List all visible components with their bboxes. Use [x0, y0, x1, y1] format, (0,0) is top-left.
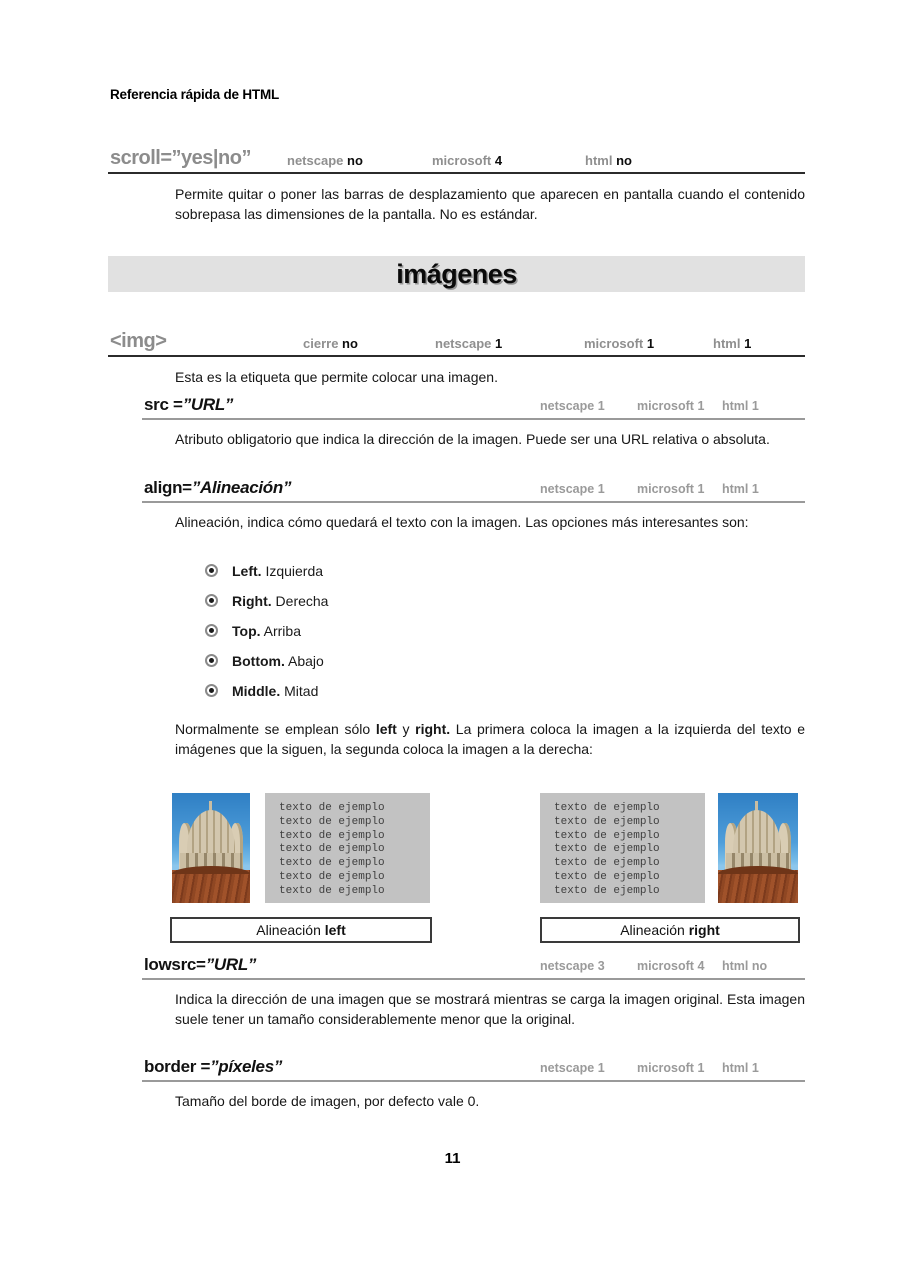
sample-text-line: texto de ejemplo	[554, 857, 660, 870]
caption-text: Alineación	[256, 922, 325, 938]
support-label: netscape	[435, 336, 492, 351]
caption-align-left	[170, 917, 432, 943]
scroll-support-html	[585, 153, 632, 168]
support-label: microsoft	[637, 1061, 694, 1075]
sample-text-line: texto de ejemplo	[279, 870, 385, 883]
scroll-support-netscape	[287, 153, 363, 168]
support-label: html	[722, 1061, 749, 1075]
src-support-microsoft	[637, 399, 704, 413]
list-item-text	[232, 593, 328, 609]
radio-bullet-icon	[205, 624, 218, 637]
note-bold-right: right.	[415, 721, 451, 737]
img-support-cierre	[303, 336, 358, 351]
section-banner	[108, 256, 805, 292]
tiled-roof	[718, 870, 798, 903]
option-desc: Mitad	[284, 683, 319, 699]
list-item-text	[232, 563, 323, 579]
option-term: Top.	[232, 623, 261, 639]
sample-text-line: texto de ejemplo	[554, 870, 660, 883]
support-value: 1	[597, 399, 605, 413]
support-value: 3	[597, 959, 605, 973]
support-value: no	[342, 336, 358, 351]
example-right-image	[718, 793, 798, 903]
caption-bold: left	[324, 922, 346, 938]
lowsrc-attr-title	[144, 955, 256, 975]
list-item-text	[232, 623, 301, 639]
support-label: microsoft	[584, 336, 644, 351]
align-note	[175, 720, 805, 759]
support-label: microsoft	[637, 482, 694, 496]
support-value: 1	[751, 482, 759, 496]
support-value: 4	[494, 153, 503, 168]
option-desc: Derecha	[275, 593, 329, 609]
attr-value: ”Alineación”	[191, 478, 292, 497]
caption-bold: right	[688, 922, 720, 938]
attr-name: src =	[144, 395, 183, 414]
list-item-text	[232, 683, 318, 699]
support-value: no	[616, 153, 632, 168]
sample-text-line: texto de ejemplo	[279, 815, 385, 828]
support-value: 1	[697, 1061, 705, 1075]
support-label: html	[722, 399, 749, 413]
border-support-microsoft	[637, 1061, 704, 1075]
radio-bullet-icon	[205, 564, 218, 577]
page-number: 11	[444, 1150, 461, 1167]
option-term: Middle.	[232, 683, 281, 699]
support-value: 1	[697, 482, 705, 496]
sample-text-line: texto de ejemplo	[279, 802, 385, 814]
src-support-netscape	[540, 399, 605, 413]
support-value: 4	[697, 959, 705, 973]
support-value: 1	[597, 482, 605, 496]
lowsrc-support-netscape	[540, 959, 605, 973]
support-label: netscape	[540, 482, 595, 496]
img-support-netscape	[435, 336, 502, 351]
option-desc: Abajo	[288, 653, 324, 669]
support-value: 1	[597, 1061, 605, 1075]
border-support-html	[722, 1061, 759, 1075]
img-tag-title: <img>	[110, 330, 167, 352]
section-banner-title: imágenes	[396, 259, 517, 289]
attr-value: ”píxeles”	[210, 1057, 283, 1076]
caption-text: Alineación	[620, 922, 689, 938]
example-left-textblock	[265, 793, 430, 903]
sample-text-line: texto de ejemplo	[554, 884, 660, 897]
sample-text-line: texto de ejemplo	[554, 843, 660, 856]
src-attr-heading-row	[142, 394, 805, 420]
sample-text-line: texto de ejemplo	[554, 802, 660, 814]
lowsrc-support-html	[722, 959, 767, 973]
align-support-netscape	[540, 482, 605, 496]
align-support-microsoft	[637, 482, 704, 496]
caption-align-right	[540, 917, 800, 943]
support-label: cierre	[303, 336, 339, 351]
attr-name: border =	[144, 1057, 211, 1076]
lowsrc-attr-heading-row	[142, 954, 805, 980]
example-left-image	[172, 793, 250, 903]
option-desc: Arriba	[263, 623, 301, 639]
option-desc: Izquierda	[265, 563, 324, 579]
support-value: 1	[697, 399, 705, 413]
support-label: netscape	[540, 1061, 595, 1075]
radio-bullet-icon	[205, 684, 218, 697]
support-value: no	[347, 153, 363, 168]
support-value: 1	[744, 336, 752, 351]
example-right-textblock	[540, 793, 705, 903]
note-text: La primera coloca la imagen a la izquierda del texto e imágenes que la siguen, la segunda coloca la imagen a la derecha:	[175, 721, 805, 757]
border-attr-title	[144, 1057, 282, 1077]
support-label: microsoft	[637, 959, 694, 973]
align-attr-title	[144, 478, 291, 498]
img-support-microsoft	[584, 336, 654, 351]
lowsrc-support-microsoft	[637, 959, 704, 973]
attr-name: lowsrc=	[144, 955, 206, 974]
support-value: 1	[751, 399, 759, 413]
align-support-html	[722, 482, 759, 496]
scroll-support-microsoft	[432, 153, 502, 168]
sample-text-line: texto de ejemplo	[554, 815, 660, 828]
img-support-html	[713, 336, 751, 351]
support-label: html	[722, 482, 749, 496]
support-label: html	[722, 959, 749, 973]
border-description: Tamaño del borde de imagen, por defecto vale 0.	[175, 1093, 480, 1109]
align-attr-heading-row	[142, 477, 805, 503]
attr-value: ”URL”	[182, 395, 234, 414]
support-value: no	[751, 959, 768, 973]
support-value: 1	[495, 336, 503, 351]
border-attr-heading-row	[142, 1056, 805, 1082]
scroll-description: Permite quitar o poner las barras de desplazamiento que aparecen en pantalla cuando el contenido sobrepasa las dimensiones de la pantalla. No es estándar.	[175, 186, 805, 222]
note-text: y	[396, 721, 416, 737]
support-label: netscape	[540, 959, 595, 973]
sample-text-line: texto de ejemplo	[554, 829, 660, 842]
support-value: 1	[751, 1061, 759, 1075]
support-label: netscape	[287, 153, 344, 168]
align-description: Alineación, indica cómo quedará el texto con la imagen. Las opciones más interesantes son:	[175, 514, 749, 530]
support-label: microsoft	[432, 153, 492, 168]
scroll-heading-title: scroll=”yes|no”	[110, 147, 251, 169]
support-value: 1	[646, 336, 655, 351]
src-attr-title	[144, 395, 233, 415]
scroll-heading-row	[108, 146, 805, 174]
border-support-netscape	[540, 1061, 605, 1075]
option-term: Right.	[232, 593, 272, 609]
note-bold-left: left	[375, 721, 397, 737]
img-tag-heading-row	[108, 330, 805, 357]
attr-value: ”URL”	[205, 955, 257, 974]
sample-text-line: texto de ejemplo	[279, 884, 385, 897]
radio-bullet-icon	[205, 594, 218, 607]
sample-text-line: texto de ejemplo	[279, 857, 385, 870]
option-term: Left.	[232, 563, 262, 579]
note-text: Normalmente se emplean sólo	[175, 721, 376, 737]
support-label: html	[585, 153, 613, 168]
img-description: Esta es la etiqueta que permite colocar una imagen.	[175, 369, 498, 385]
src-support-html	[722, 399, 759, 413]
attr-name: align=	[144, 478, 192, 497]
radio-bullet-icon	[205, 654, 218, 667]
list-item-text	[232, 653, 324, 669]
support-label: html	[713, 336, 741, 351]
sample-text-line: texto de ejemplo	[279, 829, 385, 842]
option-term: Bottom.	[232, 653, 285, 669]
support-label: microsoft	[637, 399, 694, 413]
sample-text-line: texto de ejemplo	[279, 843, 385, 856]
support-label: netscape	[540, 399, 595, 413]
src-description: Atributo obligatorio que indica la dirección de la imagen. Puede ser una URL relativa o absoluta.	[175, 431, 770, 447]
lowsrc-description: Indica la dirección de una imagen que se mostrará mientras se carga la imagen original. Esta imagen suele tener un tamaño considerablemente menor que la original.	[175, 991, 805, 1027]
tiled-roof	[172, 870, 250, 903]
doc-header: Referencia rápida de HTML	[110, 87, 280, 102]
